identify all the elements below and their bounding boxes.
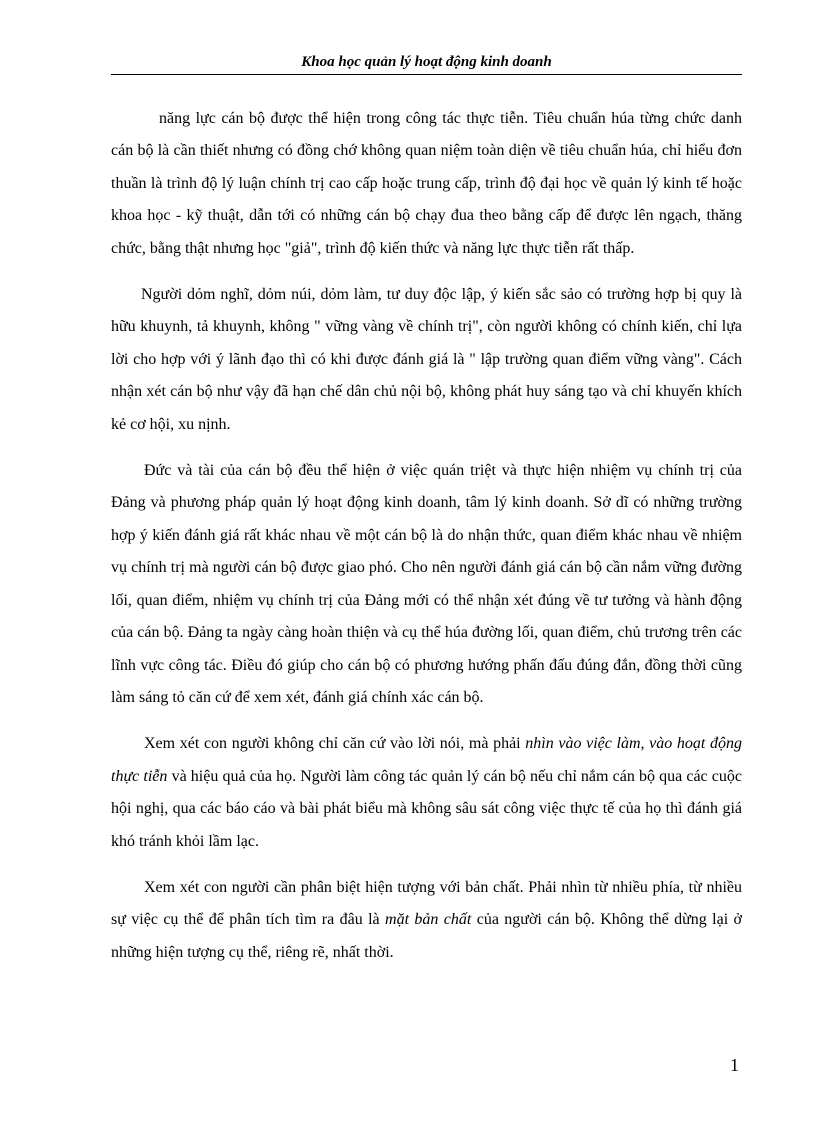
paragraph-4-emphasis: nhìn vào việc làm, vào hoạt động thực tiễn [111,735,743,785]
paragraph-5-emphasis: mặt bản chất [385,911,472,929]
document-body [111,103,742,983]
page-number: 1 [730,1055,739,1075]
paragraph-1-text: năng lực cán bộ được thể hiện trong công tác thực tiễn. Tiêu chuẩn húa từng chức danh cán bộ là cần thiết nhưng có đồng chớ không quan niệm toàn diện về tiêu chuẩn húa, chỉ hiểu đơn thuần là trình độ lý luận chính trị cao cấp hoặc trung cấp, trình độ đại học về quản lý kinh tế hoặc khoa học - kỹ thuật, dẫn tới có những cán bộ chạy đua theo bằng cấp để được lên ngạch, thăng chức, bằng thật nhưng học "giả", trình độ kiến thức và năng lực thực tiễn rất thấp. [111,110,742,257]
paragraph-4-text-b: và hiệu quả của họ. Người làm công tác quản lý cán bộ nếu chỉ nắm cán bộ qua các cuộc hội nghị, qua các báo cáo và bài phát biểu mà không sâu sát công việc thực tế của họ thì đánh giá khó tránh khỏi lầm lạc. [111,767,743,850]
paragraph-2 [111,279,742,441]
paragraph-5-text-b: của người cán bộ. Không thể dừng lại ở những hiện tượng cụ thể, riêng rẽ, nhất thời. [111,911,742,961]
paragraph-2-text: Người dỏm nghĩ, dỏm núi, dỏm làm, tư duy độc lập, ý kiến sắc sảo có trường hợp bị quy là hữu khuynh, tả khuynh, không " vững vàng về chính trị", còn người không có chính kiến, chỉ lựa lời cho hợp với ý lãnh đạo thì có khi được đánh giá là " lập trường quan điểm vững vàng". Cách nhận xét cán bộ như vậy đã hạn chế dân chủ nội bộ, không phát huy sáng tạo và chỉ khuyến khích kẻ cơ hội, xu nịnh. [111,286,742,433]
paragraph-5 [111,872,742,969]
paragraph-3 [111,455,742,714]
paragraph-1 [111,103,742,265]
paragraph-4 [111,728,742,858]
paragraph-5-text-a: Xem xét con người cần phân biệt hiện tượng với bản chất. Phải nhìn từ nhiều phía, từ nhiều sự việc cụ thể để phân tích tìm ra đâu là [111,878,742,929]
page-header [111,52,742,75]
paragraph-3-text: Đức và tài của cán bộ đều thể hiện ở việc quán triệt và thực hiện nhiệm vụ chính trị của Đảng và phương pháp quản lý hoạt động kinh doanh, tâm lý kinh doanh. Sở dĩ có những trường hợp ý kiến đánh giá rất khác nhau về một cán bộ là do nhận thức, quan điểm khác nhau về nhiệm vụ chính trị mà người cán bộ được giao phó. Cho nên người đánh giá cán bộ cần nắm vững đường lối, quan điểm, nhiệm vụ chính trị của Đảng mới có thể nhận xét đúng về tư tưởng và hành động của cán bộ. Đảng ta ngày càng hoàn thiện và cụ thể húa đường lối, quan điểm, chủ trương trên các lĩnh vực công tác. Điều đó giúp cho cán bộ có phương hướng phấn đấu đúng đắn, đồng thời cũng làm sáng tỏ căn cứ để xem xét, đánh giá chính xác cán bộ. [111,462,742,706]
paragraph-4-text-a: Xem xét con người không chỉ căn cứ vào lời nói, mà phải [144,735,526,753]
header-title: Khoa học quản lý hoạt động kinh doanh [301,54,552,70]
